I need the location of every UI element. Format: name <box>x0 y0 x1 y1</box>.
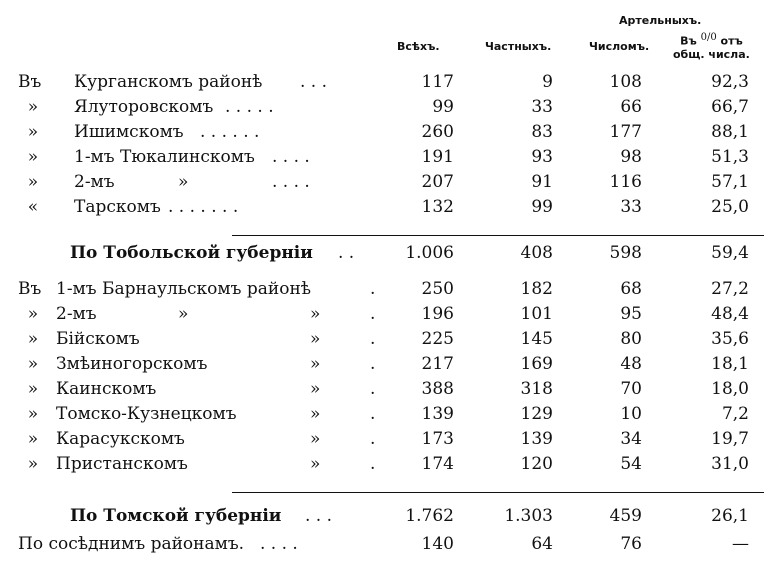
table-row <box>0 120 771 145</box>
row-leader-dots: . . . <box>300 72 328 92</box>
cell-artel-pct: 31,0 <box>711 454 749 474</box>
cell-artel-pct: 57,1 <box>711 172 749 192</box>
cell-private: 318 <box>520 379 553 399</box>
cell-total: 99 <box>432 97 454 117</box>
subtotal-row-tomsk <box>0 504 771 529</box>
row-mark: Въ <box>18 72 42 92</box>
row-leader-dots: . . . . <box>260 534 298 554</box>
cell-private: 139 <box>520 429 553 449</box>
cell-private: 99 <box>531 197 553 217</box>
row-ditto-mark: » <box>310 304 321 324</box>
row-mark: « <box>27 197 39 217</box>
cell-artel-count: 80 <box>620 329 642 349</box>
row-ditto-mark: » <box>178 304 189 324</box>
row-mark: Въ <box>18 279 42 299</box>
cell-artel-count: 68 <box>620 279 642 299</box>
table-row <box>0 327 771 352</box>
cell-private: 169 <box>520 354 553 374</box>
row-leader-dots: . <box>370 379 376 399</box>
cell-private: 408 <box>520 243 553 263</box>
row-name: 1-мъ Тюкалинскомъ <box>74 147 255 167</box>
cell-artel-count: 177 <box>609 122 642 142</box>
cell-total: 250 <box>421 279 454 299</box>
cell-artel-count: 116 <box>609 172 642 192</box>
cell-artel-count: 598 <box>609 243 642 263</box>
row-name: 2-мъ <box>74 172 115 192</box>
row-leader-dots: . <box>370 429 376 449</box>
cell-private: 9 <box>542 72 553 92</box>
cell-artel-pct: — <box>732 534 749 554</box>
cell-total: 191 <box>421 147 454 167</box>
cell-private: 120 <box>520 454 553 474</box>
cell-private: 64 <box>531 534 553 554</box>
cell-private: 129 <box>520 404 553 424</box>
row-mark: » <box>27 147 39 167</box>
row-name: Ялуторовскомъ <box>74 97 214 117</box>
cell-total: 207 <box>421 172 454 192</box>
cell-private: 91 <box>531 172 553 192</box>
subtotal-row-tobolsk <box>0 241 771 266</box>
row-leader-dots: . <box>370 329 376 349</box>
cell-artel-pct: 92,3 <box>711 72 749 92</box>
header-pct-line2: общ. числа. <box>673 47 750 61</box>
cell-total: 388 <box>421 379 454 399</box>
cell-artel-count: 54 <box>620 454 642 474</box>
row-name: 2-мъ <box>56 304 97 324</box>
header-private: Частныхъ. <box>485 40 552 53</box>
subtotal-label: По Тобольской губерніи <box>70 243 313 263</box>
row-name: Бійскомъ <box>56 329 140 349</box>
row-leader-dots: . . . . . <box>225 97 274 117</box>
row-name: Тарскомъ <box>74 197 161 217</box>
row-leader-dots: . . . . <box>272 172 310 192</box>
table-row <box>0 95 771 120</box>
row-name: Курганскомъ районѣ <box>74 72 263 92</box>
row-ditto-mark: » <box>310 454 321 474</box>
cell-total: 140 <box>421 534 454 554</box>
table-row <box>0 377 771 402</box>
row-ditto-mark: » <box>310 329 321 349</box>
table-row <box>0 277 771 302</box>
row-leader-dots: . <box>370 304 376 324</box>
row-name: Змѣиногорскомъ <box>56 354 208 374</box>
row-name: Каинскомъ <box>56 379 157 399</box>
row-ditto-mark: » <box>178 172 189 192</box>
cell-artel-count: 70 <box>620 379 642 399</box>
cell-artel-count: 48 <box>620 354 642 374</box>
subtotal-divider <box>232 492 764 493</box>
cell-total: 260 <box>421 122 454 142</box>
cell-total: 1.762 <box>405 506 454 526</box>
cell-private: 33 <box>531 97 553 117</box>
row-name: Ишимскомъ <box>74 122 184 142</box>
header-pct-sign: 0/0 <box>700 32 717 43</box>
row-mark: » <box>27 354 39 374</box>
table-row <box>0 170 771 195</box>
row-mark: » <box>27 304 39 324</box>
row-mark: » <box>27 429 39 449</box>
row-mark: » <box>27 329 39 349</box>
neighbors-label: По сосѣднимъ районамъ. <box>18 534 245 554</box>
cell-artel-pct: 59,4 <box>711 243 749 263</box>
table-row <box>0 427 771 452</box>
cell-artel-count: 76 <box>620 534 642 554</box>
row-name: Томско-Кузнецкомъ <box>56 404 237 424</box>
cell-artel-pct: 7,2 <box>721 404 749 424</box>
cell-artel-count: 10 <box>620 404 642 424</box>
cell-total: 132 <box>421 197 454 217</box>
row-mark: » <box>27 97 39 117</box>
cell-artel-pct: 88,1 <box>711 122 749 142</box>
row-ditto-mark: » <box>310 429 321 449</box>
cell-private: 145 <box>520 329 553 349</box>
row-name: Пристанскомъ <box>56 454 188 474</box>
cell-artel-count: 34 <box>620 429 642 449</box>
header-artel-group: Артельныхъ. <box>619 14 702 27</box>
cell-artel-pct: 35,6 <box>711 329 749 349</box>
cell-artel-count: 33 <box>620 197 642 217</box>
header-total: Всѣхъ. <box>397 40 440 53</box>
table-row <box>0 302 771 327</box>
cell-total: 217 <box>421 354 454 374</box>
cell-private: 83 <box>531 122 553 142</box>
row-ditto-mark: » <box>310 354 321 374</box>
row-leader-dots: . . <box>338 243 355 263</box>
cell-private: 101 <box>520 304 553 324</box>
table-row <box>0 145 771 170</box>
row-leader-dots: . <box>370 454 376 474</box>
row-leader-dots: . . . <box>305 506 333 526</box>
cell-total: 117 <box>421 72 454 92</box>
table-row <box>0 352 771 377</box>
row-mark: » <box>27 404 39 424</box>
subtotal-label: По Томской губерніи <box>70 506 282 526</box>
row-mark: » <box>27 454 39 474</box>
row-leader-dots: . <box>370 279 376 299</box>
table-row <box>0 452 771 477</box>
row-ditto-mark: » <box>310 404 321 424</box>
cell-artel-count: 108 <box>609 72 642 92</box>
cell-artel-pct: 66,7 <box>711 97 749 117</box>
table-row <box>0 70 771 95</box>
row-mark: » <box>27 122 39 142</box>
subtotal-divider <box>232 235 764 236</box>
table-row <box>0 402 771 427</box>
cell-artel-pct: 18,0 <box>711 379 749 399</box>
cell-total: 196 <box>421 304 454 324</box>
cell-artel-pct: 48,4 <box>711 304 749 324</box>
cell-artel-pct: 25,0 <box>711 197 749 217</box>
cell-artel-pct: 18,1 <box>711 354 749 374</box>
cell-total: 174 <box>421 454 454 474</box>
cell-artel-count: 98 <box>620 147 642 167</box>
cell-private: 182 <box>520 279 553 299</box>
cell-artel-pct: 26,1 <box>711 506 749 526</box>
cell-total: 1.006 <box>405 243 454 263</box>
cell-artel-count: 95 <box>620 304 642 324</box>
cell-artel-count: 459 <box>609 506 642 526</box>
row-mark: » <box>27 172 39 192</box>
row-leader-dots: . . . . . . . <box>168 197 239 217</box>
cell-total: 139 <box>421 404 454 424</box>
cell-private: 93 <box>531 147 553 167</box>
table-row <box>0 195 771 220</box>
row-ditto-mark: » <box>310 379 321 399</box>
header-pct-from: отъ <box>720 34 743 48</box>
cell-artel-pct: 51,3 <box>711 147 749 167</box>
row-leader-dots: . . . . . . <box>200 122 260 142</box>
neighbors-row <box>0 532 771 557</box>
cell-artel-count: 66 <box>620 97 642 117</box>
header-artel-percent <box>673 31 750 61</box>
cell-total: 225 <box>421 329 454 349</box>
row-name: 1-мъ Барнаульскомъ районѣ <box>56 279 312 299</box>
row-mark: » <box>27 379 39 399</box>
row-leader-dots: . <box>370 354 376 374</box>
row-leader-dots: . <box>370 404 376 424</box>
cell-private: 1.303 <box>504 506 553 526</box>
cell-artel-pct: 19,7 <box>711 429 749 449</box>
cell-artel-pct: 27,2 <box>711 279 749 299</box>
header-pct-prefix: Въ <box>680 34 697 48</box>
row-name: Карасукскомъ <box>56 429 185 449</box>
cell-total: 173 <box>421 429 454 449</box>
row-leader-dots: . . . . <box>272 147 310 167</box>
header-artel-count: Числомъ. <box>589 40 650 53</box>
